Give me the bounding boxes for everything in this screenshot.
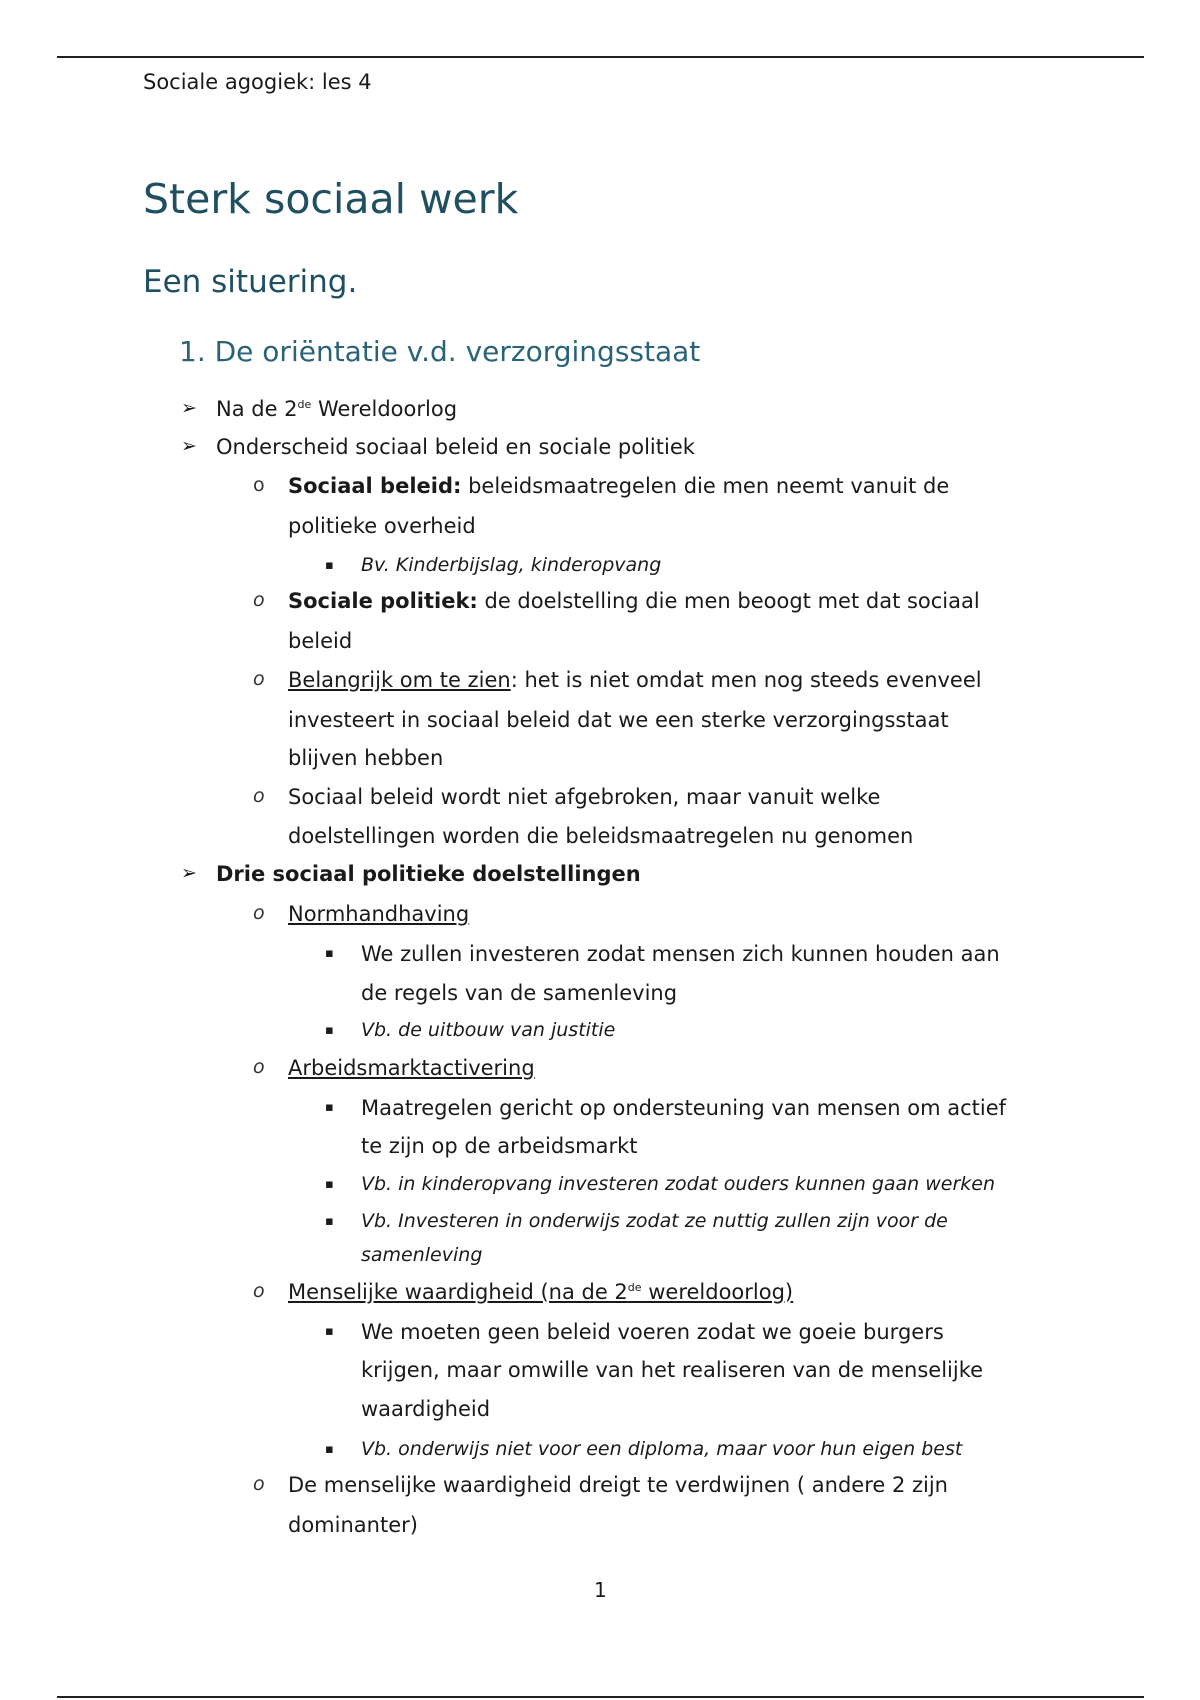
square-bullet-icon: ▪ <box>325 1023 334 1038</box>
arrow-bullet-icon: ➢ <box>181 862 197 884</box>
term: Belangrijk om te zien <box>288 668 511 692</box>
list-item-text: Onderscheid sociaal beleid en sociale politiek <box>216 435 695 459</box>
document-subtitle: Een situering. <box>143 264 358 300</box>
square-bullet-icon: ▪ <box>325 1100 334 1115</box>
square-bullet-icon: ▪ <box>325 1214 334 1229</box>
circle-bullet-icon: o <box>253 1473 265 1495</box>
term: Sociale politiek: <box>288 589 478 613</box>
circle-bullet-icon: o <box>253 1056 265 1078</box>
page-number: 1 <box>594 1578 607 1602</box>
square-bullet-icon: ▪ <box>325 946 334 961</box>
circle-bullet-icon: o <box>253 902 265 924</box>
square-bullet-icon: ▪ <box>325 1442 334 1457</box>
footer-rule <box>57 1696 1144 1698</box>
circle-bullet-icon: o <box>253 474 265 496</box>
circle-bullet-icon: o <box>253 668 265 690</box>
square-bullet-icon: ▪ <box>325 558 334 573</box>
square-bullet-icon: ▪ <box>325 1177 334 1192</box>
section-heading: 1. De oriëntatie v.d. verzorgingsstaat <box>179 335 701 368</box>
header-rule <box>57 56 1144 58</box>
circle-bullet-icon: o <box>253 589 265 611</box>
square-bullet-icon: ▪ <box>325 1324 334 1339</box>
circle-bullet-icon: o <box>253 1280 265 1302</box>
term: Sociaal beleid: <box>288 474 462 498</box>
arrow-bullet-icon: ➢ <box>181 397 197 419</box>
arrow-bullet-icon: ➢ <box>181 435 197 457</box>
circle-bullet-icon: o <box>253 785 265 807</box>
document-title: Sterk sociaal werk <box>143 175 519 223</box>
page-header: Sociale agogiek: les 4 <box>143 70 372 94</box>
list-item-text: Na de 2de Wereldoorlog <box>216 397 458 421</box>
